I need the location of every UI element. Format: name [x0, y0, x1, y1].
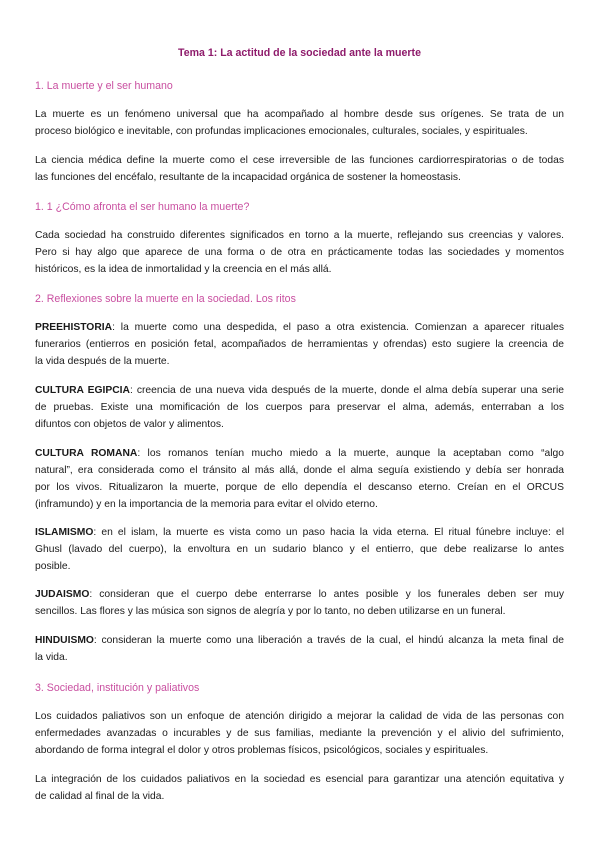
prehistoria-paragraph — [35, 319, 564, 370]
text-line: (inframundo) y en la importancia de la memoria para evitar el olvido eterno. — [35, 499, 378, 510]
text-line: de calidad al final de la vida. — [35, 791, 165, 802]
text-line: la vida. — [35, 652, 68, 663]
term-label: HINDUISMO — [35, 635, 94, 646]
term-label: ISLAMISMO — [35, 527, 94, 538]
text-line: proceso biológico e inevitable, con profundas implicaciones emocionales, culturales, sociales, y espirituales. — [35, 126, 528, 137]
hinduismo-paragraph — [35, 632, 564, 666]
section-3-paragraph-2 — [35, 771, 564, 805]
text-line: abordando de forma integral el dolor y otros problemas físicos, psicológicos, sociales y espirituales. — [35, 745, 489, 756]
text-line: Pero si hay algo que aparece de una forma o de otra en prácticamente todas las sociedades y momentos — [35, 247, 564, 258]
text-line: sencillos. Las flores y las música son signos de alegría y por lo tanto, no deben utilizarse en un funeral. — [35, 606, 506, 617]
section-3-heading: 3. Sociedad, institución y paliativos — [35, 682, 200, 694]
text-line: La ciencia médica define la muerte como el cese irreversible de las funciones cardiorrespiratorias o de todas — [35, 155, 564, 166]
text-line: históricos, es la idea de inmortalidad y la creencia en el más allá. — [35, 264, 332, 275]
text-line: posible. — [35, 561, 71, 572]
document-title: Tema 1: La actitud de la sociedad ante la muerte — [178, 47, 421, 59]
section-1-1-paragraph — [35, 227, 564, 278]
text-line: Ghusl (lavado del cuerpo), la envoltura en un sudario blanco y el entierro, que debe realizarse lo antes — [35, 544, 564, 555]
islamismo-paragraph — [35, 524, 564, 575]
text-line: difuntos con objetos de valor y alimentos. — [35, 419, 224, 430]
text-line — [35, 586, 564, 603]
text-fragment: : la muerte como una despedida, el paso a otra existencia. Comienzan a aparecer rituales — [112, 322, 564, 333]
section-3-paragraph-1 — [35, 708, 564, 759]
text-line: natural”, era considerada como el tránsito al más allá, donde el alma seguía existiendo y debía ser honrada — [35, 465, 564, 476]
text-fragment: : en el islam, la muerte es vista como un paso hacia la vida eterna. El ritual fúnebre incluye: el — [93, 527, 564, 538]
text-line — [35, 445, 564, 462]
text-line: funerarios (entierros en posición fetal, acompañados de herramientas y ofrendas) esto sugiere la creencia de — [35, 339, 564, 350]
text-line: La muerte es un fenómeno universal que ha acompañado al hombre desde sus orígenes. Se trata de un — [35, 109, 564, 120]
egipcia-paragraph — [35, 382, 564, 433]
section-1-paragraph-1 — [35, 106, 564, 140]
text-line — [35, 319, 564, 336]
judaismo-paragraph — [35, 586, 564, 620]
romana-paragraph — [35, 445, 564, 513]
term-label: CULTURA EGIPCIA — [35, 385, 130, 396]
text-line: de pruebas. Existe una momificación de los cuerpos para preservar el alma, además, enterraban a los — [35, 402, 564, 413]
text-line: por los vivos. Ritualizaron la muerte, porque de ello dependía el descanso eterno. Creían en el ORCUS — [35, 482, 564, 493]
text-line: las funciones del encéfalo, resultante de la incapacidad orgánica de sostener la homeostasis. — [35, 172, 461, 183]
text-fragment: : creencia de una nueva vida después de la muerte, donde el alma debía superar una serie — [129, 385, 564, 396]
text-line — [35, 524, 564, 541]
section-2-heading: 2. Reflexiones sobre la muerte en la sociedad. Los ritos — [35, 293, 296, 305]
text-line: La integración de los cuidados paliativos en la sociedad es esencial para garantizar una atención equitativa y — [35, 774, 564, 785]
text-fragment: : consideran la muerte como una liberación a través de la cual, el hindú alcanza la meta final de — [93, 635, 564, 646]
text-line: enfermedades avanzadas o incurables y de sus familias, mediante la prevención y el alivio del sufrimiento, — [35, 728, 564, 739]
text-line: la vida después de la muerte. — [35, 356, 170, 367]
section-1-paragraph-2 — [35, 152, 564, 186]
term-label: JUDAISMO — [35, 589, 90, 600]
section-1-1-heading: 1. 1 ¿Cómo afronta el ser humano la muerte? — [35, 201, 250, 213]
term-label: CULTURA ROMANA — [35, 448, 138, 459]
section-1-heading: 1. La muerte y el ser humano — [35, 80, 173, 92]
text-line — [35, 382, 564, 399]
text-line: Los cuidados paliativos son un enfoque de atención dirigido a mejorar la calidad de vida de las personas con — [35, 711, 564, 722]
text-line: Cada sociedad ha construido diferentes significados en torno a la muerte, reflejando sus creencias y valores. — [35, 230, 564, 241]
term-label: PREEHISTORIA — [35, 322, 113, 333]
text-fragment: : los romanos tenían mucho miedo a la muerte, aunque la aceptaban como “algo — [137, 448, 564, 459]
text-line — [35, 632, 564, 649]
text-fragment: : consideran que el cuerpo debe enterrarse lo antes posible y los funerales deben ser muy — [89, 589, 564, 600]
